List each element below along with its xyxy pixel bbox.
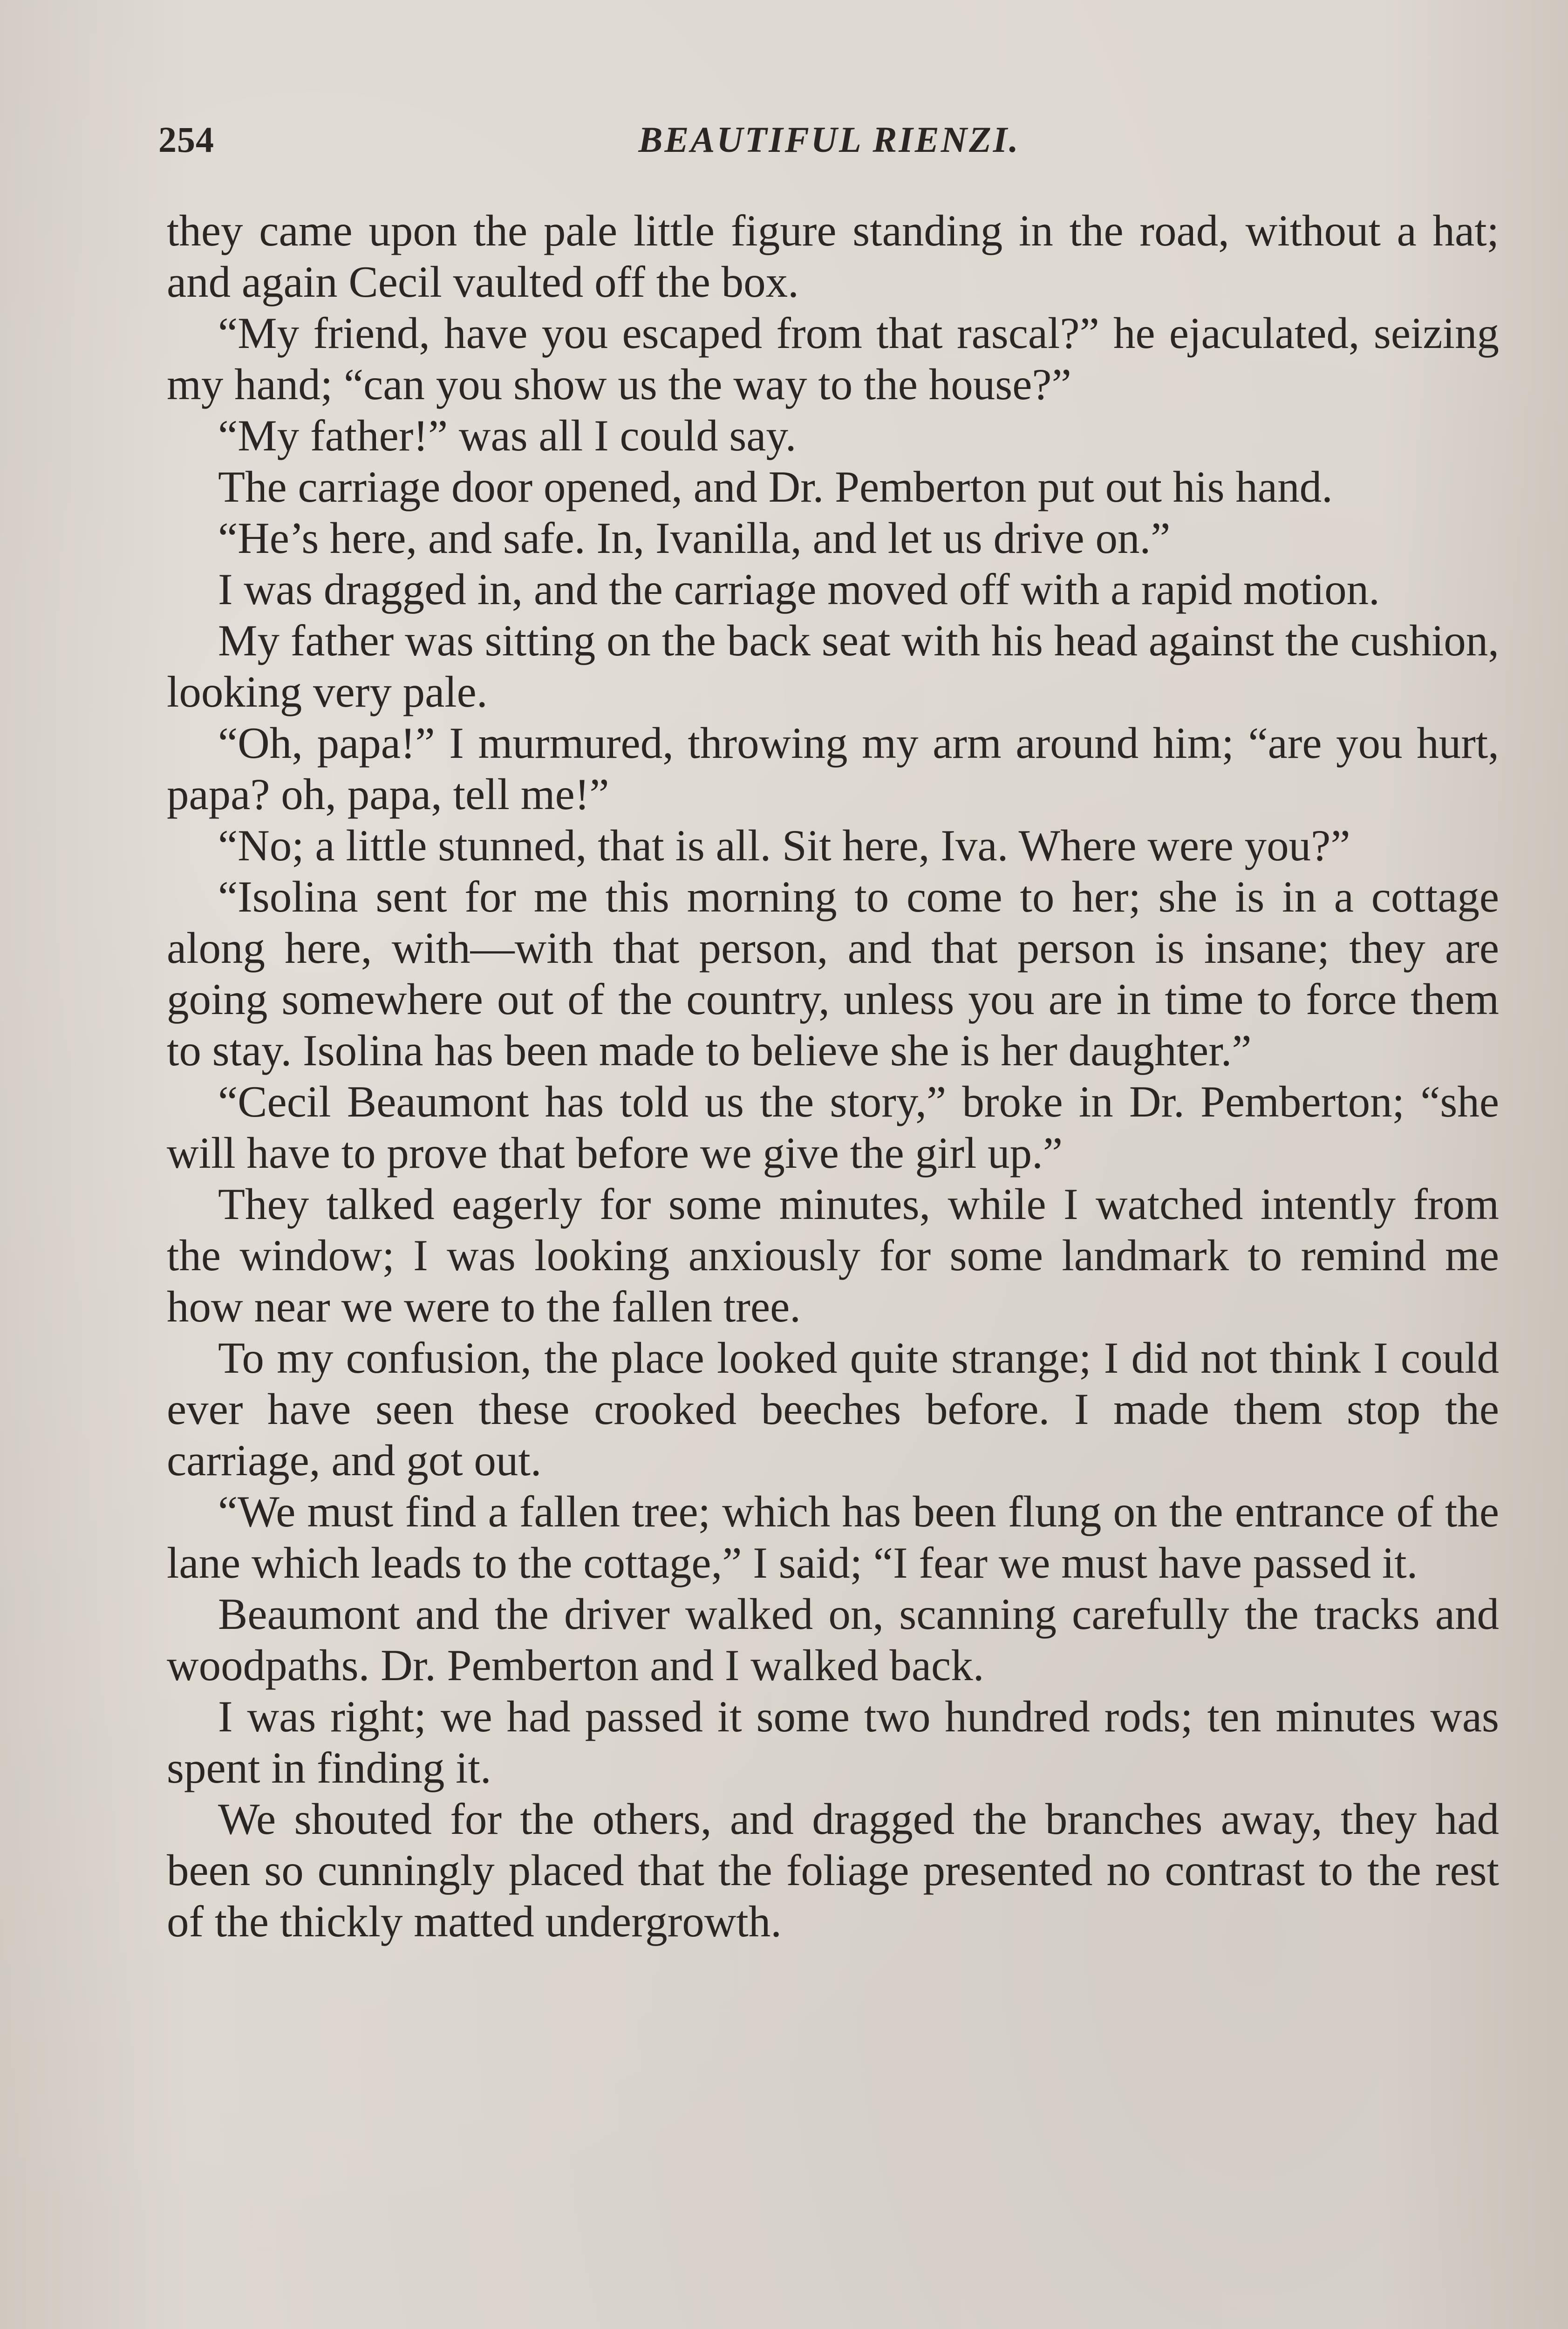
paragraph: “He’s here, and safe. In, Ivanilla, and let us drive on.” bbox=[218, 513, 1171, 563]
page-header bbox=[158, 119, 1500, 175]
paragraph: They talked eagerly for some minutes, while I watched intently from the window; I was looking anxiously for some landmark to remind me how near we were to the fallen tree. bbox=[167, 1179, 1499, 1331]
body-text bbox=[167, 205, 1499, 1947]
paragraph: “My friend, have you escaped from that rascal?” he ejaculated, seizing my hand; “can you show us the way to the house?” bbox=[167, 308, 1499, 409]
running-title: BEAUTIFUL RIENZI. bbox=[638, 119, 1020, 160]
paragraph: Beaumont and the driver walked on, scanning carefully the tracks and woodpaths. Dr. Pemberton and I walked back. bbox=[167, 1589, 1499, 1690]
paragraph: To my confusion, the place looked quite strange; I did not think I could ever have seen these crooked beeches before. I made them stop the carriage, and got out. bbox=[167, 1333, 1499, 1485]
paragraph: The carriage door opened, and Dr. Pemberton put out his hand. bbox=[218, 462, 1333, 511]
paragraph: they came upon the pale little figure standing in the road, without a hat; and again Cecil vaulted off the box. bbox=[167, 206, 1499, 306]
page-number: 254 bbox=[158, 119, 214, 160]
paragraph: I was right; we had passed it some two hundred rods; ten minutes was spent in finding it. bbox=[167, 1692, 1499, 1792]
paragraph: “Oh, papa!” I murmured, throwing my arm around him; “are you hurt, papa? oh, papa, tell me!” bbox=[167, 718, 1499, 819]
paragraph: “No; a little stunned, that is all. Sit here, Iva. Where were you?” bbox=[218, 821, 1350, 870]
paragraph: I was dragged in, and the carriage moved off with a rapid motion. bbox=[218, 565, 1380, 614]
paragraph: “Cecil Beaumont has told us the story,” broke in Dr. Pemberton; “she will have to prove that before we give the girl up.” bbox=[167, 1077, 1499, 1178]
paragraph: “Isolina sent for me this morning to come to her; she is in a cottage along here, with—with that person, and that person is insane; they are going somewhere out of the country, unless you are in time to force them to stay. Isolina has been made to believe she is her daughter.” bbox=[167, 872, 1499, 1075]
paragraph: My father was sitting on the back seat with his head against the cushion, looking very pale. bbox=[167, 616, 1499, 716]
paragraph: “We must find a fallen tree; which has been flung on the entrance of the lane which leads to the cottage,” I said; “I fear we must have passed it. bbox=[167, 1487, 1499, 1587]
paragraph: We shouted for the others, and dragged the branches away, they had been so cunningly placed that the foliage presented no contrast to the rest of the thickly matted undergrowth. bbox=[167, 1794, 1499, 1946]
paragraph: “My father!” was all I could say. bbox=[218, 411, 797, 460]
